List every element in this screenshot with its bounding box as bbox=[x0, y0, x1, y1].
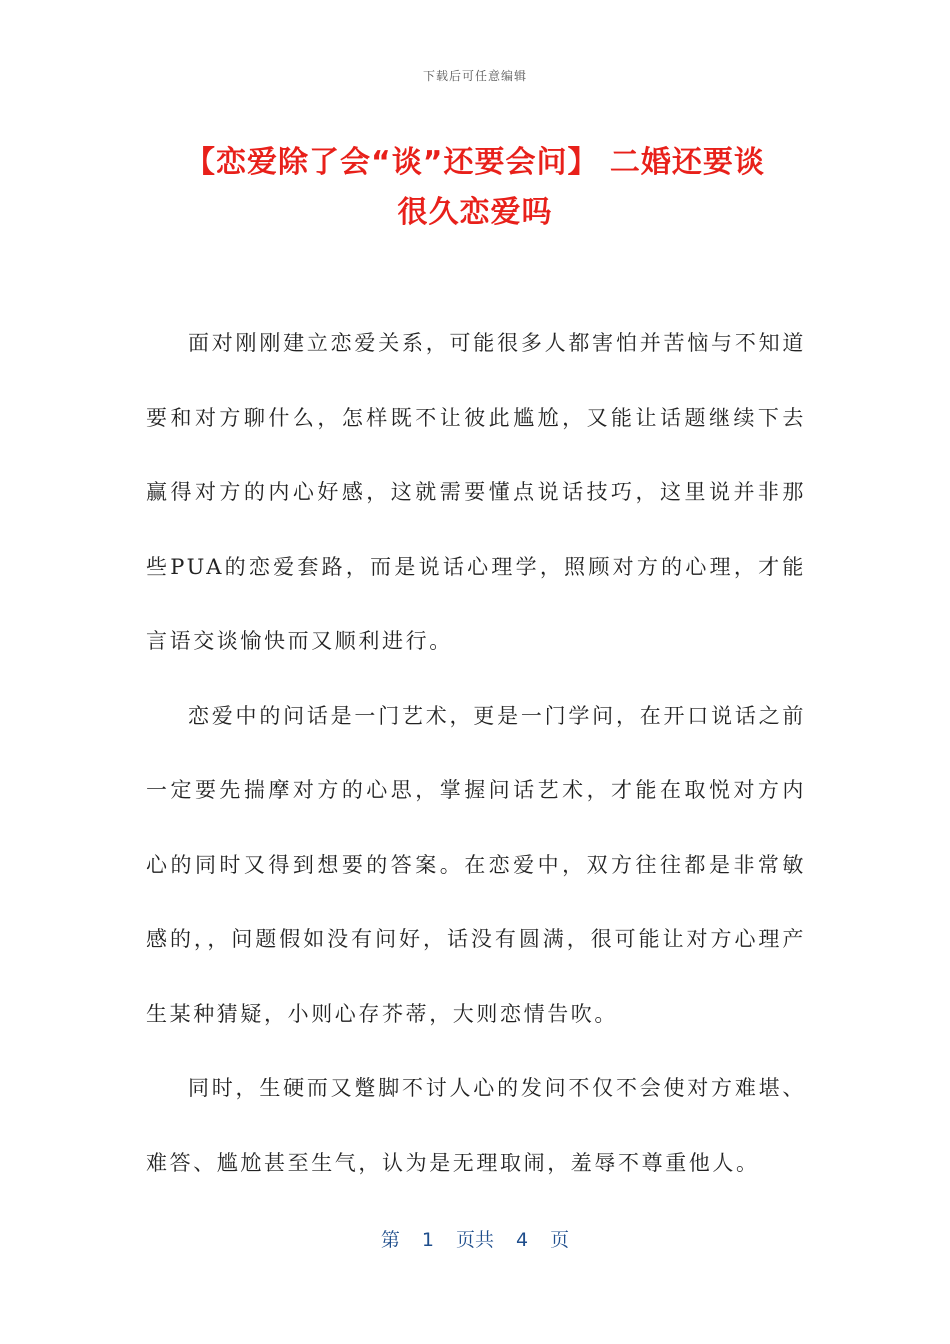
footer-middle: 页共 bbox=[455, 1229, 494, 1251]
paragraph-2: 恋爱中的问话是一门艺术，更是一门学问，在开口说话之前一定要先揣摩对方的心思，掌握问话艺术，才能在取悦对方内心的同时又得到想要的答案。在恋爱中，双方往往都是非常敏感的，，问题假如没有问好，话没有圆满，很可能让对方心理产生某种猜疑，小则心存芥蒂，大则恋情告吹。 bbox=[146, 703, 806, 1026]
footer-total-pages: 4 bbox=[516, 1229, 529, 1251]
paragraph-1: 面对刚刚建立恋爱关系，可能很多人都害怕并苦恼与不知道要和对方聊什么，怎样既不让彼此尴尬，又能让话题继续下去赢得对方的内心好感，这就需要懂点说话技巧，这里说并非那些PUA的恋爱套路，而是说话心理学，照顾对方的心理，才能言语交谈愉快而又顺利进行。 bbox=[146, 331, 806, 653]
title-line-2: 很久恋爱吗 bbox=[397, 195, 553, 230]
footer-prefix: 第 bbox=[380, 1229, 400, 1251]
page-footer bbox=[0, 1225, 950, 1252]
paragraph-3: 同时，生硬而又蹩脚不讨人心的发问不仅不会使对方难堪、难答、尴尬甚至生气，认为是无理取闹，羞辱不尊重他人。 bbox=[146, 1076, 806, 1175]
document-body bbox=[146, 306, 806, 1200]
footer-page-number: 1 bbox=[421, 1229, 434, 1251]
header-note: 下载后可任意编辑 bbox=[422, 69, 527, 83]
footer-suffix: 页 bbox=[550, 1229, 570, 1251]
title-line-1: 【恋爱除了会“谈”还要会问】 二婚还要谈 bbox=[185, 145, 765, 180]
document-title bbox=[110, 138, 840, 238]
